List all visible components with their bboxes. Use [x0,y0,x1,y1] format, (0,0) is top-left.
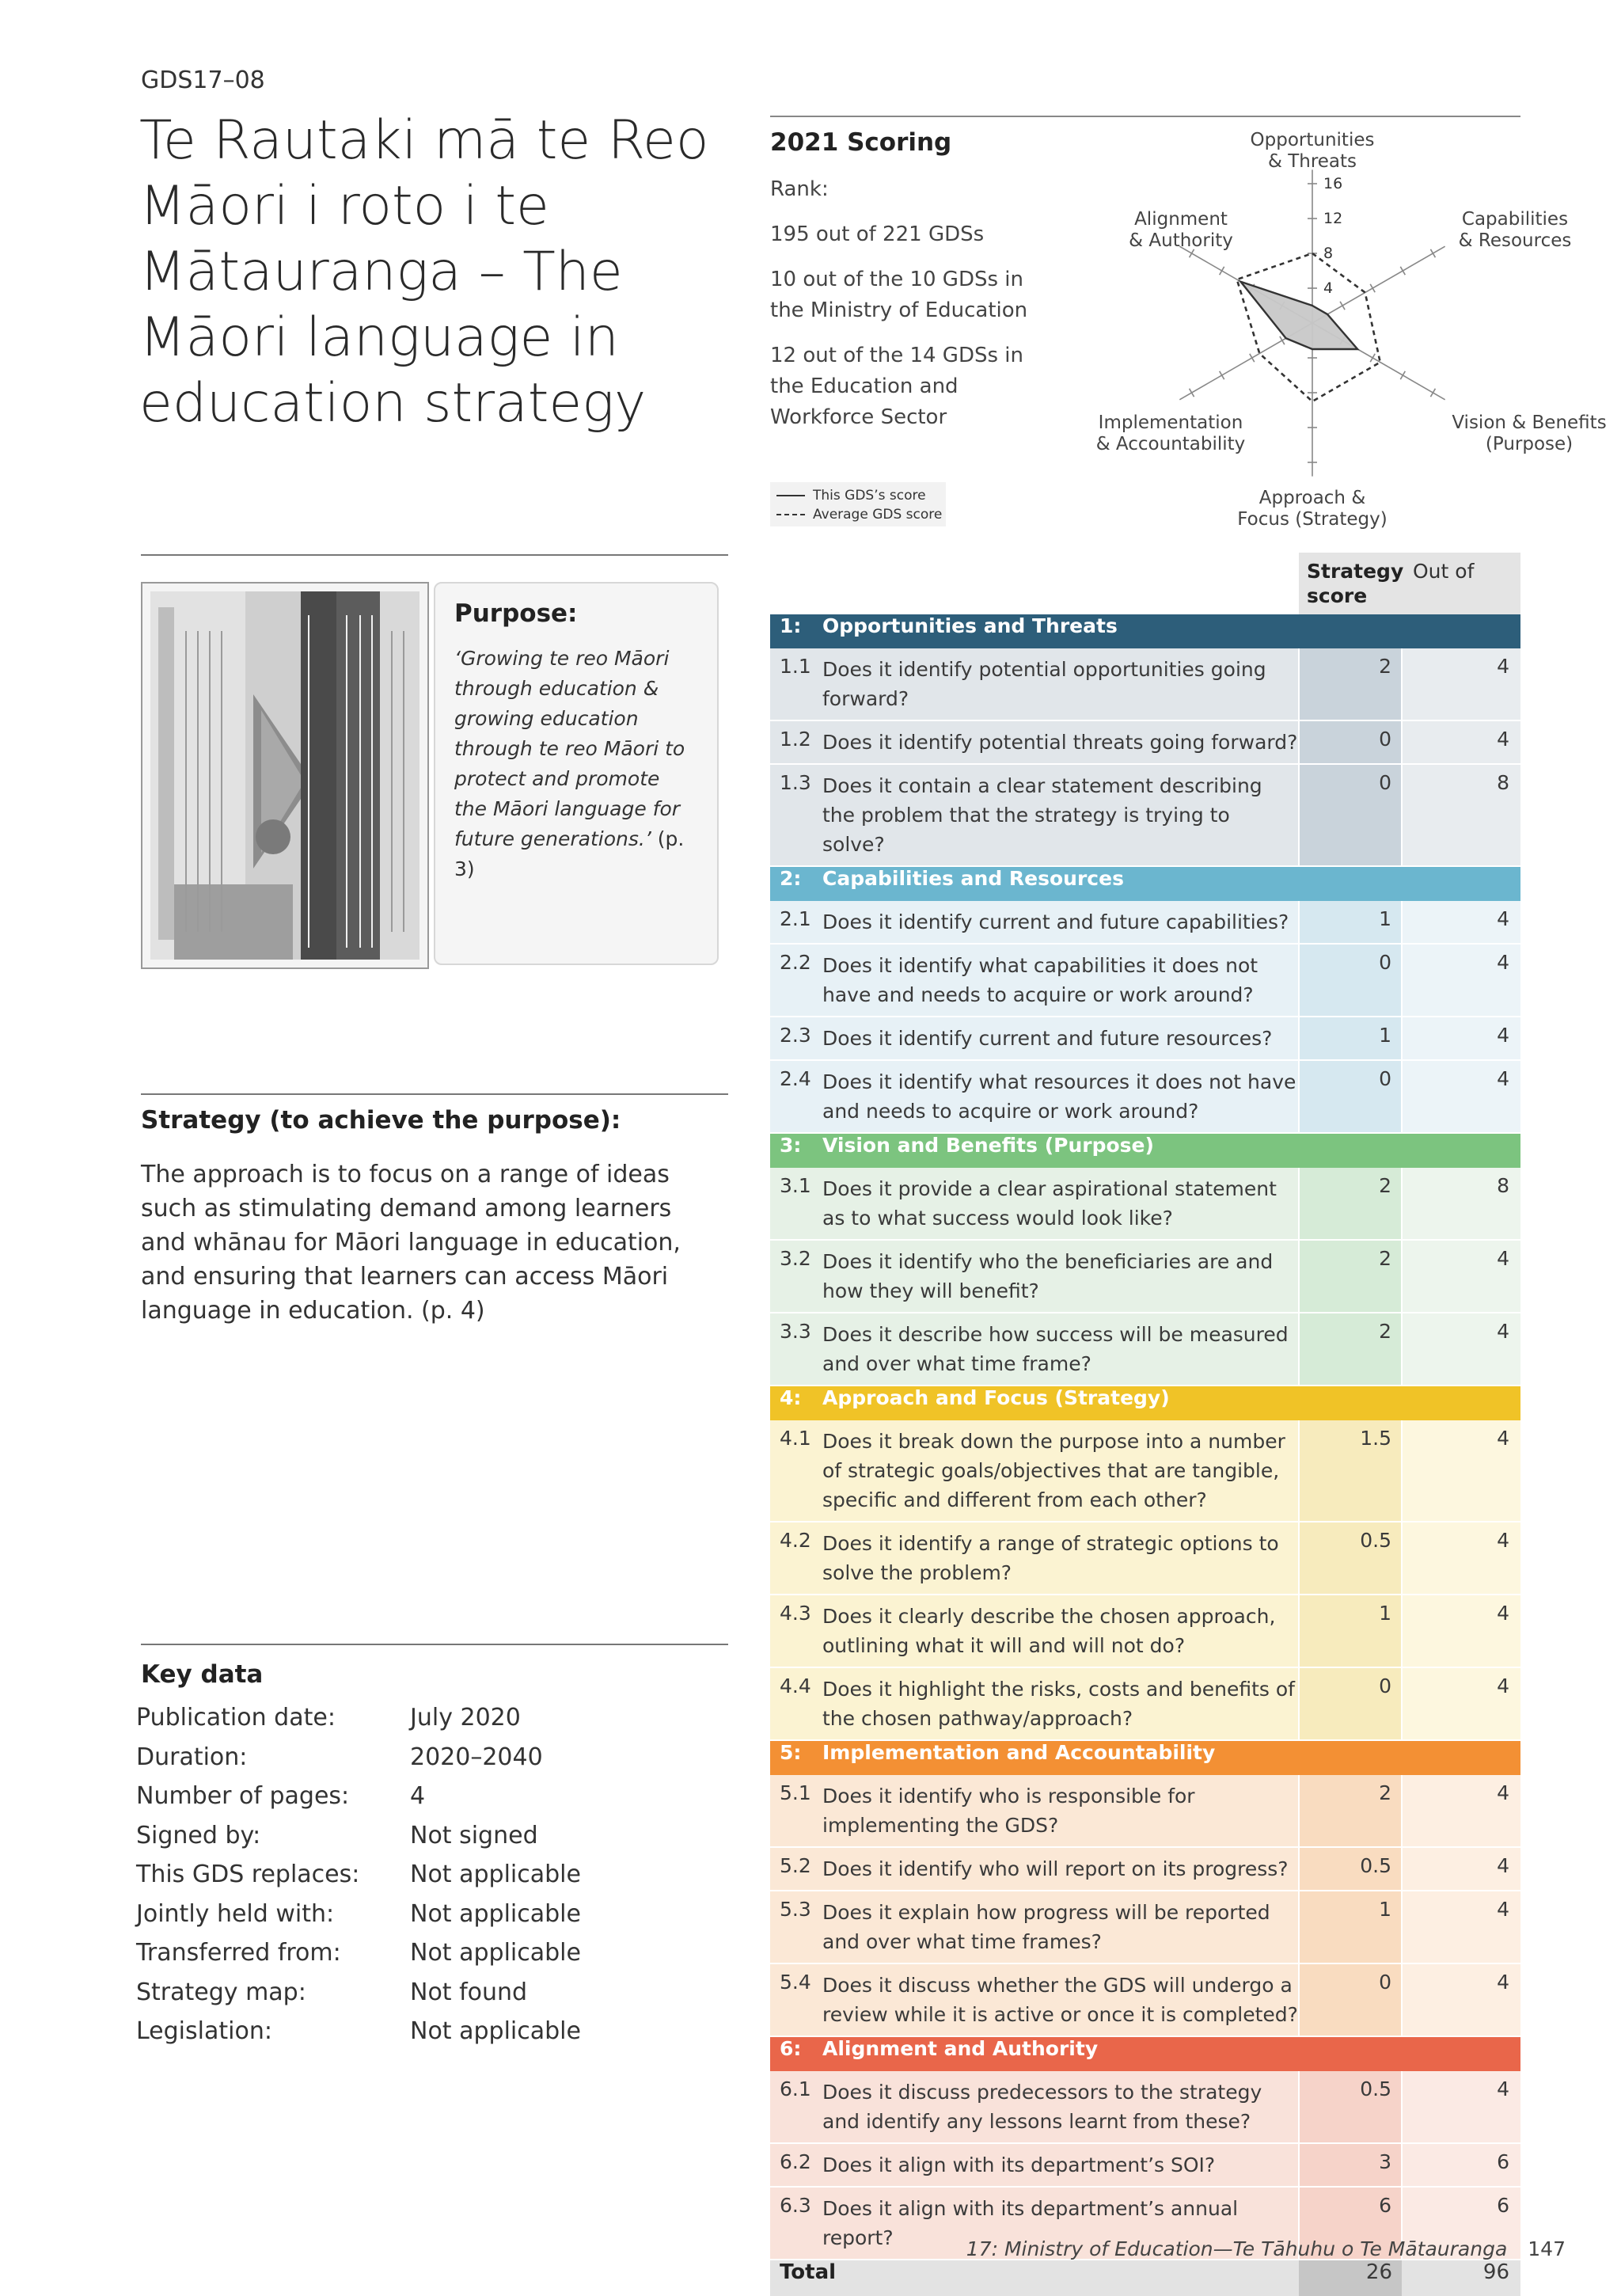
strategy-score: 2 [1299,1775,1402,1847]
chart-legend [770,482,946,526]
radar-axis-label-line: & Threats [1267,151,1357,172]
out-of-score: 4 [1402,1667,1520,1740]
question-text: Does it identify who will report on its progress? [822,1847,1299,1891]
question-text: Does it explain how progress will be reported and over what time frames? [822,1891,1299,1963]
divider [141,1644,728,1645]
strategy-score: 2 [1299,1313,1402,1386]
key-data-label: Jointly held with: [136,1899,335,1928]
radar-axis-label-line: Alignment [1134,209,1228,230]
radar-axis-label [1237,488,1388,530]
strategy-heading: Strategy (to achieve the purpose): [141,1106,621,1135]
question-text: Does it clearly describe the chosen approach, outlining what it will and will not do? [822,1595,1299,1667]
question-number: 3.1 [770,1168,822,1240]
radar-this-series [1241,282,1358,349]
question-number: 4.4 [770,1667,822,1740]
footer-text: 17: Ministry of Education—Te Tāhuhu o Te Mātauranga [966,2237,1508,2260]
section-header-row [770,1740,1520,1775]
strategy-score: 0 [1299,764,1402,866]
question-text: Does it identify current and future resources? [822,1017,1299,1060]
table-row [770,1017,1520,1060]
table-row [770,1522,1520,1595]
question-text: Does it align with its department’s annual report? [822,2187,1299,2260]
out-of-score: 4 [1402,1240,1520,1313]
question-number: 3.3 [770,1313,822,1386]
radar-tick-label: 4 [1323,279,1334,297]
out-of-score: 4 [1402,1891,1520,1963]
key-data-value: Not found [410,1978,528,2006]
table-row [770,1847,1520,1891]
radar-tick-mark [1220,267,1224,275]
legend-dashed-line [776,514,805,515]
divider [141,1093,728,1095]
key-data-value: Not applicable [410,2017,581,2045]
section-title: Approach and Focus (Strategy) [822,1386,1170,1409]
section-header-row [770,866,1520,901]
table-row [770,1240,1520,1313]
table-row [770,1168,1520,1240]
key-data-value: July 2020 [410,1704,521,1732]
strategy-score: 0 [1299,1667,1402,1740]
legend-item-average-score [776,506,942,523]
question-number: 2.3 [770,1017,822,1060]
radar-chart [1092,127,1607,538]
question-number: 2.4 [770,1060,822,1133]
section-number: 4: [780,1386,802,1409]
key-data-value: Not applicable [410,1861,581,1888]
table-row [770,1313,1520,1386]
radar-axis-label-line: & Authority [1129,230,1233,251]
legend-item-this-score [776,487,926,504]
strategy-score: 1 [1299,901,1402,944]
question-text: Does it provide a clear aspirational statement as to what success would look like? [822,1168,1299,1240]
total-row [770,2260,1520,2296]
radar-tick-mark [1250,354,1255,362]
strategy-score: 2 [1299,648,1402,720]
question-text: Does it identify what resources it does not have and needs to acquire or work around? [822,1060,1299,1133]
question-number: 5.1 [770,1775,822,1847]
section-number: 5: [780,1741,802,1764]
question-number: 2.1 [770,901,822,944]
out-of-score: 4 [1402,1595,1520,1667]
section-title: Alignment and Authority [822,2037,1099,2060]
strategy-score: 0.5 [1299,1522,1402,1595]
question-number: 1.1 [770,648,822,720]
section-number: 3: [780,1134,802,1157]
section-title: Vision and Benefits (Purpose) [822,1134,1154,1157]
question-number: 6.2 [770,2143,822,2187]
out-of-score: 4 [1402,1775,1520,1847]
question-number: 5.4 [770,1963,822,2036]
radar-axis-label-line: Capabilities [1461,209,1569,230]
radar-axis-label [1096,412,1246,454]
out-of-score: 6 [1402,2187,1520,2260]
key-data-value: Not applicable [410,1939,581,1967]
key-data-label: Signed by: [136,1821,261,1849]
total-label: Total [770,2260,1299,2296]
question-text: Does it discuss predecessors to the strategy and identify any lessons learnt from these? [822,2071,1299,2143]
question-text: Does it identify potential opportunities going forward? [822,648,1299,720]
radar-axis-label-line: & Accountability [1095,434,1246,454]
rank-department: 10 out of the 10 GDSs in the Ministry of Education [770,268,1028,322]
rank-label: Rank: [770,177,829,201]
key-data-label: Transferred from: [136,1939,341,1967]
rank-block [770,174,1063,447]
radar-tick-mark [1340,302,1345,310]
strategy-score: 2 [1299,1240,1402,1313]
question-text: Does it highlight the risks, costs and benefits of the chosen pathway/approach? [822,1667,1299,1740]
key-data-value: 4 [410,1782,426,1810]
section-title: Capabilities and Resources [822,867,1124,890]
rank-overall: 195 out of 221 GDSs [770,222,985,246]
strategy-score: 0 [1299,720,1402,764]
purpose-text [454,644,698,884]
table-row [770,901,1520,944]
table-row [770,2071,1520,2143]
strategy-score: 1 [1299,1891,1402,1963]
strategy-score: 6 [1299,2187,1402,2260]
table-header-row [770,553,1520,614]
question-number: 6.1 [770,2071,822,2143]
strategy-score: 0.5 [1299,2071,1402,2143]
question-number: 6.3 [770,2187,822,2260]
radar-axis-label [1129,209,1233,251]
question-number: 5.2 [770,1847,822,1891]
strategy-text: The approach is to focus on a range of ideas such as stimulating demand among learners and whānau for Māori language in education, and ensuring that learners can access Māori language in education. (p. 4) [141,1161,681,1325]
radar-tick-mark [1370,284,1375,292]
section-header-row [770,1386,1520,1420]
legend-this-score-label: This GDS’s score [813,488,926,504]
table-row [770,1891,1520,1963]
strategy-score: 0.5 [1299,1847,1402,1891]
question-number: 4.1 [770,1420,822,1522]
strategy-score: 0 [1299,1963,1402,2036]
strategy-score: 1 [1299,1595,1402,1667]
strategy-score: 3 [1299,2143,1402,2187]
score-table-body [770,614,1520,2296]
purpose-heading: Purpose: [454,599,578,628]
radar-axis-label [1459,209,1572,251]
section-number: 2: [780,867,802,890]
table-row [770,1667,1520,1740]
total-strategy-score: 26 [1299,2260,1402,2296]
question-number: 5.3 [770,1891,822,1963]
section-title: Implementation and Accountability [822,1741,1216,1764]
table-row [770,764,1520,866]
out-of-score: 8 [1402,1168,1520,1240]
radar-axis-label-line: & Resources [1458,230,1572,251]
total-out-of: 96 [1402,2260,1520,2296]
key-data-label: Legislation: [136,2017,272,2045]
scoring-heading: 2021 Scoring [770,128,952,157]
radar-tick-mark [1190,389,1194,397]
radar-tick-mark [1220,371,1224,379]
rank-sector: 12 out of the 14 GDSs in the Education and Workforce Sector [770,344,1023,429]
table-row [770,1775,1520,1847]
question-text: Does it contain a clear statement describing the problem that the strategy is trying to solve? [822,764,1299,866]
radar-axis-label-line: Approach & [1258,488,1366,508]
section-header-row [770,2036,1520,2071]
out-of-score: 4 [1402,1017,1520,1060]
key-data-value: 2020–2040 [410,1743,543,1771]
out-of-score: 4 [1402,1847,1520,1891]
key-data-label: This GDS replaces: [136,1861,360,1888]
radar-tick-mark [1400,371,1405,379]
radar-tick-mark [1370,354,1375,362]
strategy-cover-thumbnail [141,582,429,969]
out-of-score: 6 [1402,2143,1520,2187]
purpose-quote: ‘Growing te reo Māori through education & growing education through te reo Māori to protect and promote the Māori language for future generations.’ [454,647,685,850]
key-data-value: Not applicable [410,1899,581,1928]
out-of-score: 4 [1402,944,1520,1017]
section-number: 1: [780,614,802,637]
radar-axis-label [1452,412,1606,454]
out-of-score: 4 [1402,1963,1520,2036]
section-number: 6: [780,2037,802,2060]
radar-tick-label: 16 [1323,175,1343,192]
table-row [770,1420,1520,1522]
radar-tick-mark [1280,336,1285,344]
out-of-score: 8 [1402,764,1520,866]
out-of-score: 4 [1402,648,1520,720]
page-footer [966,2237,1566,2260]
header-strategy-score: Strategy score [1299,553,1402,614]
out-of-score: 4 [1402,720,1520,764]
question-number: 2.2 [770,944,822,1017]
question-number: 3.2 [770,1240,822,1313]
question-text: Does it identify potential threats going forward? [822,720,1299,764]
question-number: 4.3 [770,1595,822,1667]
radar-axis-label-line: (Purpose) [1485,434,1574,454]
key-data-label: Number of pages: [136,1782,350,1810]
key-data-heading: Key data [141,1660,264,1689]
radar-axis-label-line: Focus (Strategy) [1237,509,1388,530]
section-header-row [770,614,1520,648]
strategy-score: 2 [1299,1168,1402,1240]
key-data-label: Strategy map: [136,1978,306,2006]
purpose-panel [434,582,719,965]
purpose-page-ref: (p. 3) [454,827,685,880]
out-of-score: 4 [1402,901,1520,944]
out-of-score: 4 [1402,1060,1520,1133]
question-text: Does it describe how success will be measured and over what time frame? [822,1313,1299,1386]
out-of-score: 4 [1402,1522,1520,1595]
table-row [770,720,1520,764]
radar-tick-label: 12 [1323,210,1343,227]
key-data-value: Not signed [410,1821,538,1849]
table-row [770,2143,1520,2187]
divider [141,554,728,556]
question-number: 1.2 [770,720,822,764]
table-row [770,1963,1520,2036]
question-text: Does it break down the purpose into a number of strategic goals/objectives that are tangible, specific and different from each other? [822,1420,1299,1522]
radar-axis-label-line: Opportunities [1250,130,1375,150]
strategy-score: 0 [1299,1060,1402,1133]
page-title: Te Rautaki mā te Reo Māori i roto i te Mātauranga – The Māori language in education strategy [139,109,709,435]
header-out-of: Out of [1402,553,1520,614]
strategy-score: 1.5 [1299,1420,1402,1522]
page-number: 147 [1528,2237,1566,2260]
question-text: Does it identify current and future capabilities? [822,901,1299,944]
question-text: Does it identify what capabilities it does not have and needs to acquire or work around? [822,944,1299,1017]
table-row [770,1060,1520,1133]
out-of-score: 4 [1402,1313,1520,1386]
legend-average-score-label: Average GDS score [813,507,943,523]
out-of-score: 4 [1402,1420,1520,1522]
key-data-label: Publication date: [136,1704,336,1732]
section-title: Opportunities and Threats [822,614,1118,637]
question-text: Does it align with its department’s SOI? [822,2143,1299,2187]
radar-tick-mark [1400,267,1405,275]
document-code: GDS17–08 [141,67,265,94]
radar-axis-label-line: Implementation [1098,412,1243,433]
question-text: Does it identify a range of strategic options to solve the problem? [822,1522,1299,1595]
legend-solid-line [776,495,805,496]
strategy-score: 1 [1299,1017,1402,1060]
table-row [770,1595,1520,1667]
strategy-score: 0 [1299,944,1402,1017]
radar-tick-mark [1430,249,1435,257]
radar-tick-label: 8 [1323,245,1334,262]
question-text: Does it identify who the beneficiaries are and how they will benefit? [822,1240,1299,1313]
question-text: Does it discuss whether the GDS will undergo a review while it is active or once it is completed? [822,1963,1299,2036]
question-number: 1.3 [770,764,822,866]
score-table [770,553,1520,2296]
divider [770,116,1520,117]
table-row [770,648,1520,720]
table-row [770,944,1520,1017]
cover-illustration [142,584,427,967]
radar-axis-label-line: Vision & Benefits [1452,412,1607,433]
section-header-row [770,1133,1520,1168]
key-data-label: Duration: [136,1743,248,1771]
radar-tick-mark [1430,389,1435,397]
question-text: Does it identify who is responsible for implementing the GDS? [822,1775,1299,1847]
question-number: 4.2 [770,1522,822,1595]
radar-axis-label [1251,130,1375,172]
out-of-score: 4 [1402,2071,1520,2143]
